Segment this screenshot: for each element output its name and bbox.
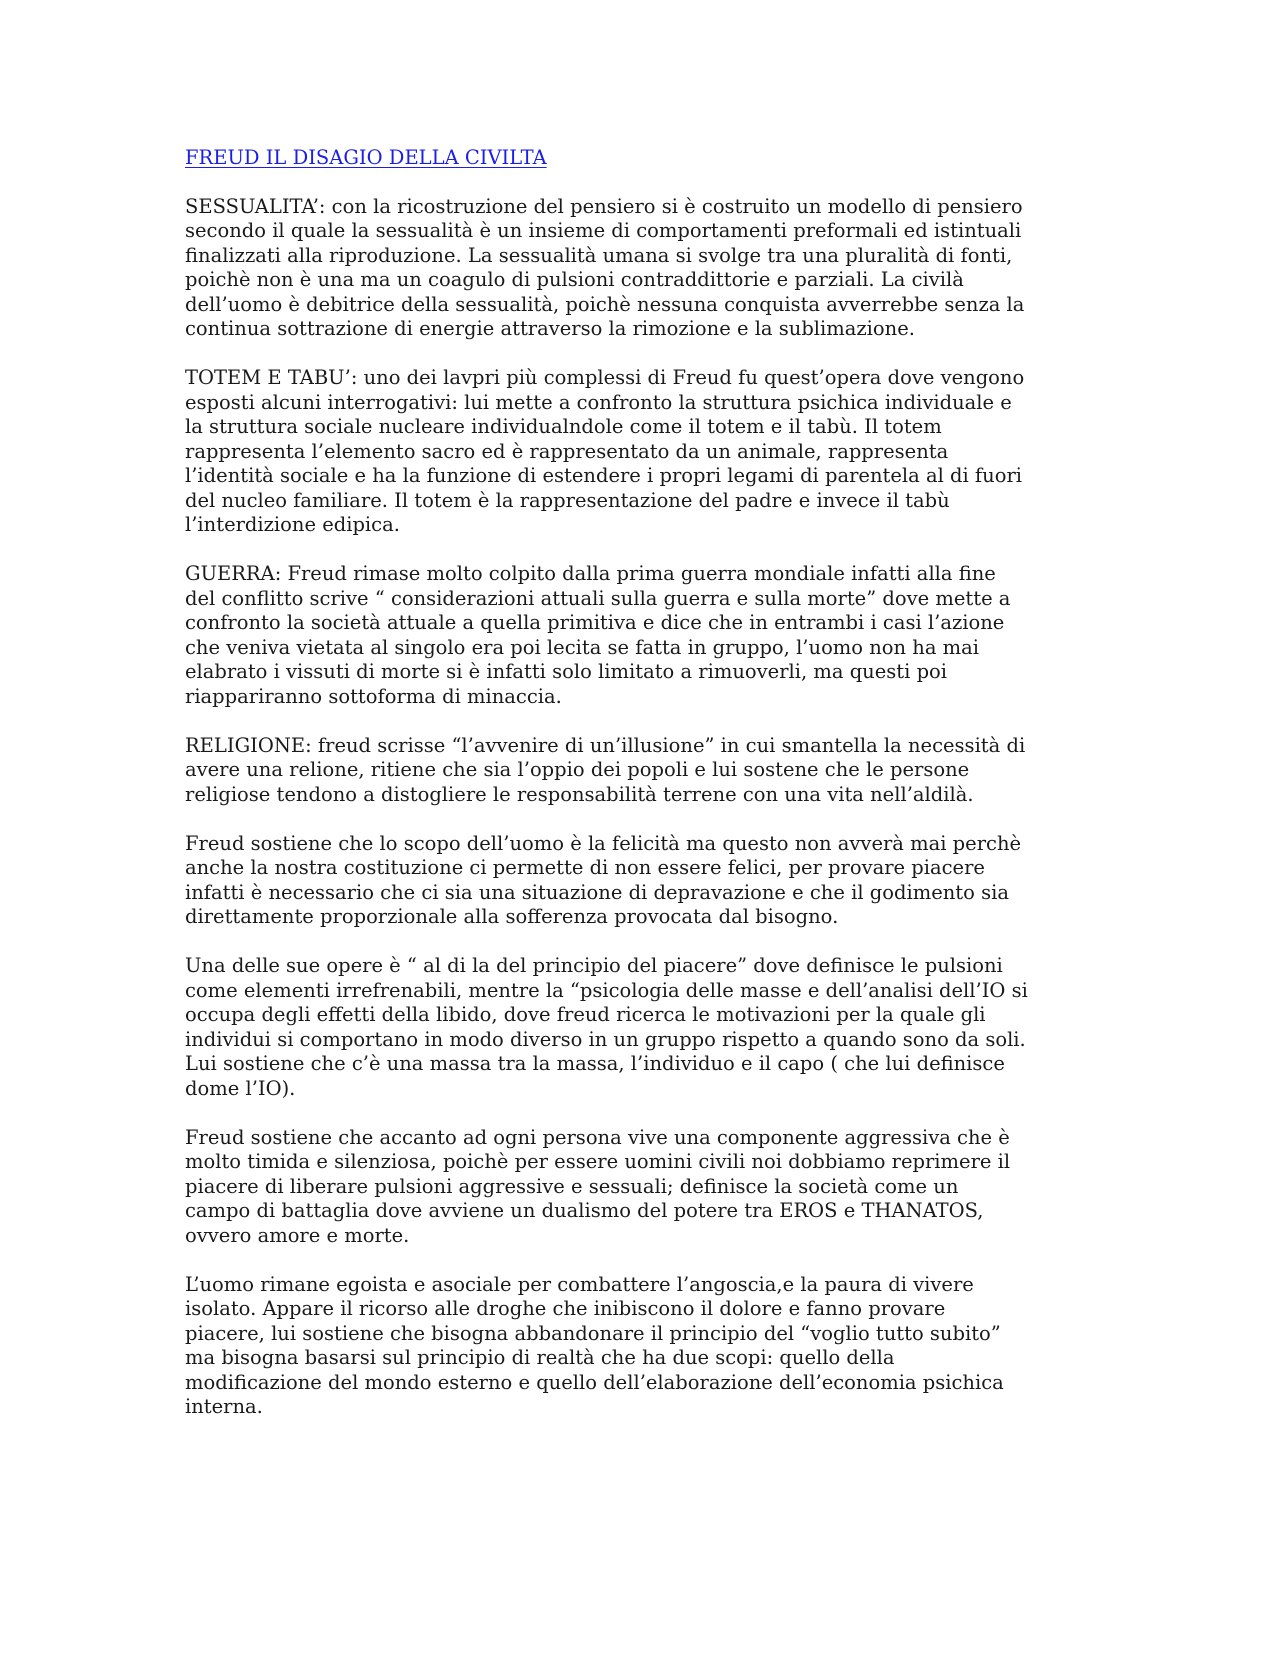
text-line: interna. xyxy=(185,1395,263,1418)
text-line: religiose tendono a distogliere le responsabilità terrene con una vita nell’aldilà. xyxy=(185,782,974,806)
text-line: SESSUALITA’: con la ricostruzione del pensiero si è costruito un modello di pensiero xyxy=(185,194,1023,218)
text-line: ma bisogna basarsi sul principio di realtà che ha due scopi: quello della xyxy=(185,1346,895,1369)
text-line: l’interdizione edipica. xyxy=(185,513,400,536)
text-line: come elementi irrefrenabili, mentre la “psicologia delle masse e dell’analisi dell’IO si xyxy=(185,978,1028,1002)
paragraph-guerra xyxy=(185,562,1085,709)
text-line: individui si comportano in modo diverso in un gruppo rispetto a quando sono da soli. xyxy=(185,1027,1026,1051)
text-line: occupa degli effetti della libido, dove freud ricerca le motivazioni per la quale gli xyxy=(185,1003,986,1026)
paragraph-eros-thanatos xyxy=(185,1126,1085,1249)
text-line: poichè non è una ma un coagulo di pulsioni contraddittorie e parziali. La civilà xyxy=(185,268,964,291)
text-line: L’uomo rimane egoista e asociale per combattere l’angoscia,e la paura di vivere xyxy=(185,1272,974,1296)
paragraph-totem-tabu xyxy=(185,366,1085,538)
document-body xyxy=(185,146,1085,1444)
text-line: l’identità sociale e ha la funzione di estendere i propri legami di parentela al di fuori xyxy=(185,464,1023,487)
text-line: RELIGIONE: freud scrisse “l’avvenire di un’illusione” in cui smantella la necessità di xyxy=(185,733,1026,757)
text-line: dome l’IO). xyxy=(185,1076,296,1100)
text-line: elabrato i vissuti di morte si è infatti solo limitato a rimuoverli, ma questi poi xyxy=(185,660,948,683)
text-line: confronto la società attuale a quella primitiva e dice che in entrambi i casi l’azione xyxy=(185,611,1005,634)
text-line: direttamente proporzionale alla sofferenza provocata dal bisogno. xyxy=(185,905,839,928)
text-line: continua sottrazione di energie attraverso la rimozione e la sublimazione. xyxy=(185,317,915,340)
paragraph-felicita xyxy=(185,832,1085,930)
paragraph-opere xyxy=(185,954,1085,1101)
text-line: finalizzati alla riproduzione. La sessualità umana si svolge tra una pluralità di fonti, xyxy=(185,243,1013,267)
text-line: rappresenta l’elemento sacro ed è rappresentato da un animale, rappresenta xyxy=(185,439,949,463)
text-line: campo di battaglia dove avviene un dualismo del potere tra EROS e THANATOS, xyxy=(185,1199,984,1222)
text-line: riappariranno sottoforma di minaccia. xyxy=(185,684,562,708)
text-line: molto timida e silenziosa, poichè per essere uomini civili noi dobbiamo reprimere il xyxy=(185,1150,1011,1173)
text-line: Una delle sue opere è “ al di la del principio del piacere” dove definisce le pulsioni xyxy=(185,954,1003,977)
paragraph-religione xyxy=(185,734,1085,808)
text-line: esposti alcuni interrogativi: lui mette a confronto la struttura psichica individuale e xyxy=(185,390,1012,414)
text-line: Freud sostiene che accanto ad ogni persona vive una componente aggressiva che è xyxy=(185,1125,1010,1149)
paragraph-angoscia xyxy=(185,1273,1085,1420)
document-title-link[interactable]: FREUD IL DISAGIO DELLA CIVILTA xyxy=(185,146,547,169)
text-line: infatti è necessario che ci sia una situazione di depravazione e che il godimento sia xyxy=(185,880,1009,904)
text-line: dell’uomo è debitrice della sessualità, poichè nessuna conquista avverrebbe senza la xyxy=(185,292,1025,316)
text-line: Lui sostiene che c’è una massa tra la massa, l’individuo e il capo ( che lui definisce xyxy=(185,1052,1005,1075)
text-line: piacere, lui sostiene che bisogna abbandonare il principio del “voglio tutto subito” xyxy=(185,1321,1001,1345)
text-line: anche la nostra costituzione ci permette di non essere felici, per provare piacere xyxy=(185,856,985,879)
text-line: piacere di liberare pulsioni aggressive e sessuali; definisce la società come un xyxy=(185,1174,959,1198)
text-line: GUERRA: Freud rimase molto colpito dalla prima guerra mondiale infatti alla fine xyxy=(185,562,996,585)
text-line: TOTEM E TABU’: uno dei lavpri più complessi di Freud fu quest’opera dove vengono xyxy=(185,366,1025,389)
text-line: Freud sostiene che lo scopo dell’uomo è la felicità ma questo non avverà mai perchè xyxy=(185,831,1022,855)
text-line: secondo il quale la sessualità è un insieme di comportamenti preformali ed istintuali xyxy=(185,219,1022,242)
text-line: la struttura sociale nucleare individualndole come il totem e il tabù. Il totem xyxy=(185,415,942,438)
text-line: avere una relione, ritiene che sia l’oppio dei popoli e lui sostene che le persone xyxy=(185,758,970,781)
text-line: che veniva vietata al singolo era poi lecita se fatta in gruppo, l’uomo non ha mai xyxy=(185,635,980,659)
text-line: isolato. Appare il ricorso alle droghe che inibiscono il dolore e fanno provare xyxy=(185,1297,946,1320)
text-line: del conflitto scrive “ considerazioni attuali sulla guerra e sulla morte” dove mette a xyxy=(185,586,1011,610)
text-line: modificazione del mondo esterno e quello dell’elaborazione dell’economia psichica xyxy=(185,1370,1004,1394)
text-line: del nucleo familiare. Il totem è la rappresentazione del padre e invece il tabù xyxy=(185,488,950,512)
text-line: ovvero amore e morte. xyxy=(185,1223,410,1247)
paragraph-sessualita xyxy=(185,195,1085,342)
